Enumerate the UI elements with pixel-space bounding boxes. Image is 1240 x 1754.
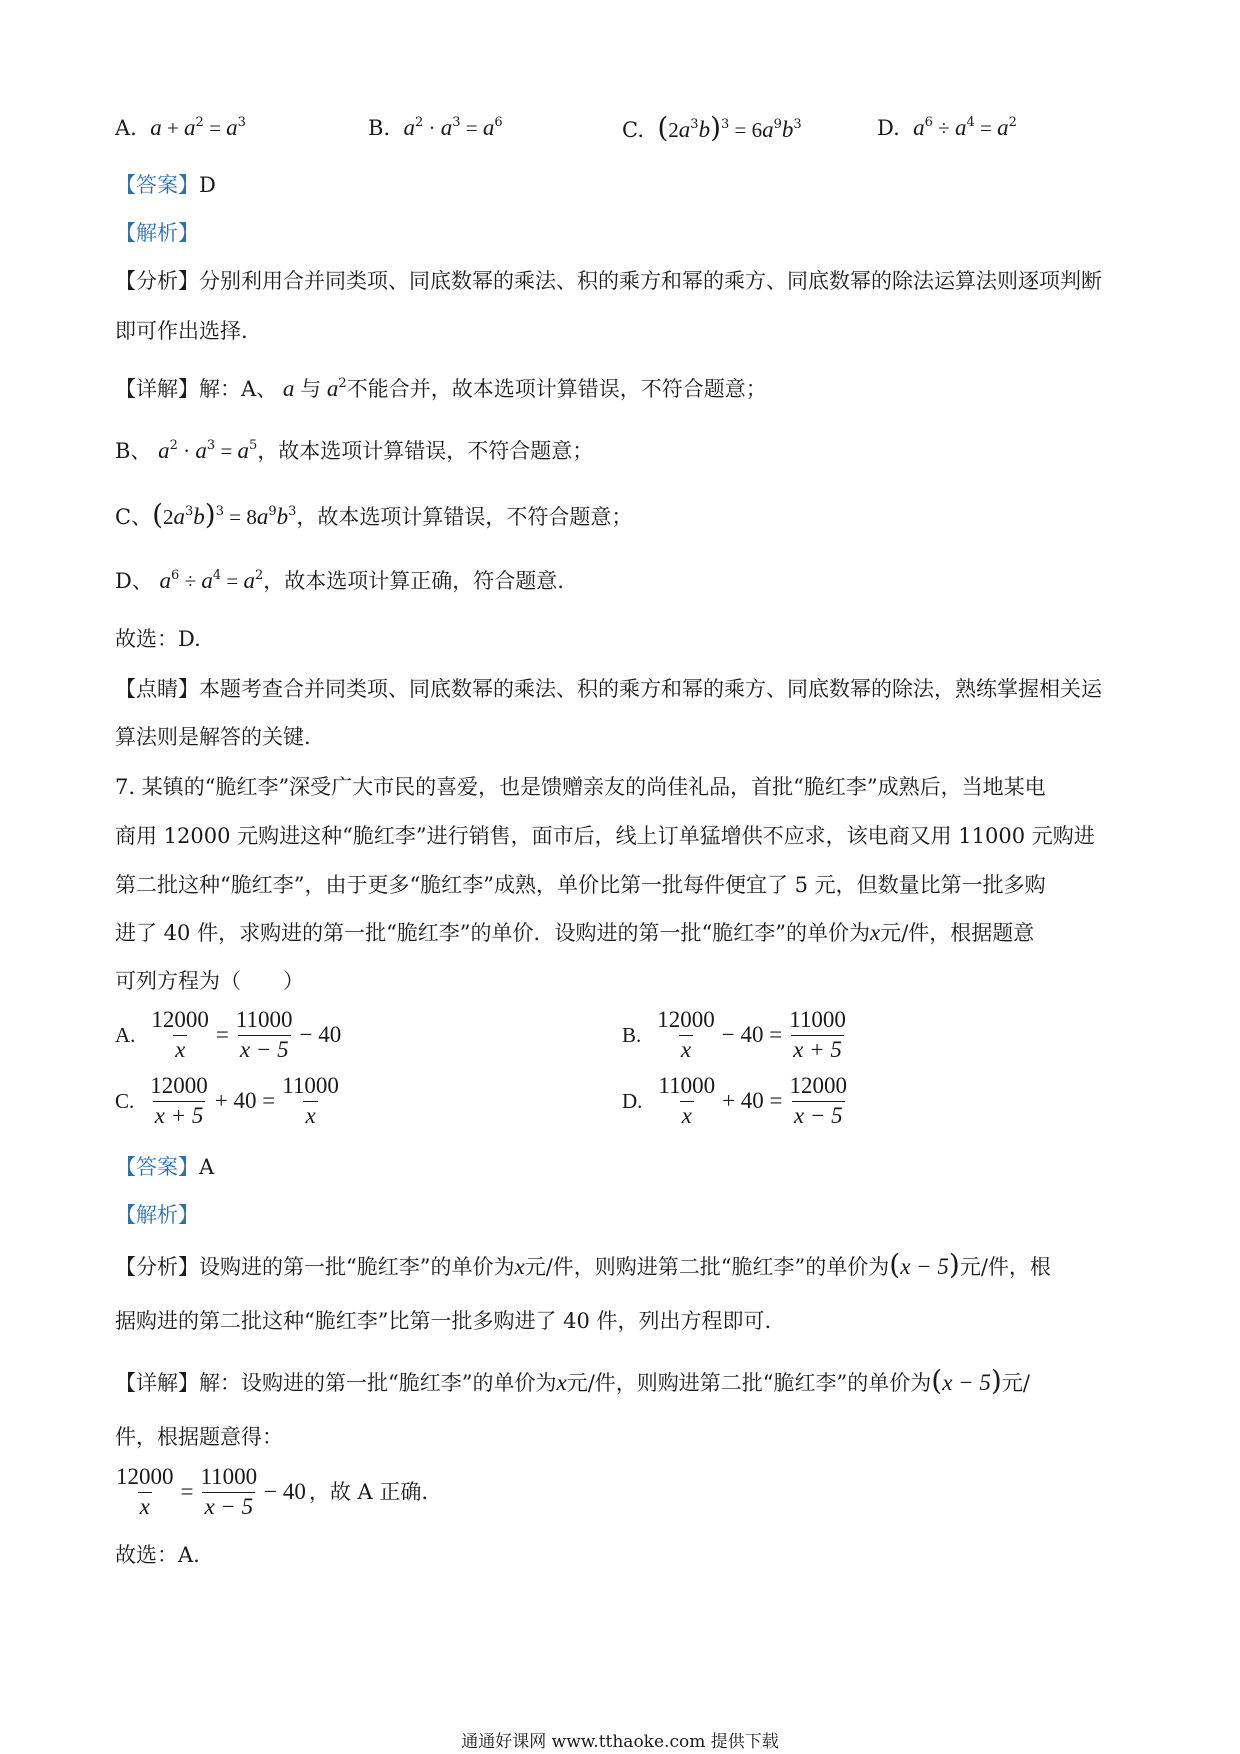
q6-option-a: A. $a + a^2 = a^3$ <box>115 115 246 140</box>
denominator: x − 5 <box>239 1037 289 1062</box>
denominator: x − 5 <box>204 1494 254 1519</box>
answer-value: A <box>199 1155 215 1179</box>
denominator: x − 5 <box>793 1103 843 1128</box>
numerator: 11000 <box>282 1073 339 1098</box>
q6-analysis-tag: 【解析】 <box>115 221 199 245</box>
numerator: 11000 <box>200 1464 258 1489</box>
detail-tag: 【详解】 <box>115 377 199 401</box>
numerator: 12000 <box>116 1464 174 1489</box>
q7-answer <box>115 1152 214 1182</box>
denominator: x <box>680 1037 692 1062</box>
numerator: 11000 <box>658 1073 716 1098</box>
detail-text: 解：设购进的第一批“脆红李”的单价为 <box>199 1371 557 1395</box>
q6-option-b: B. $a^2 \cdot a^3 = a^6$ <box>368 115 503 140</box>
fraction <box>656 1072 717 1130</box>
q7-fenxi-line1: 【分析】设购进的第一批“脆红李”的单价为x元/件，则购进第二批“脆红李”的单价为(x − 5)元/件，根 <box>115 1248 1051 1281</box>
numerator: 11000 <box>235 1007 293 1032</box>
detail-text: ，故本选项计算正确，符合题意. <box>263 569 564 593</box>
q7-stem-line3: 第二批这种“脆红李”，由于更多“脆红李”成熟，单价比第一批每件便宜了 5 元，但数量比第一批多购 <box>115 873 1046 897</box>
q7-stem-line5: 可列方程为（ ） <box>115 969 304 993</box>
stem-text: 元/件，根据题意 <box>880 921 1035 945</box>
q6-dianjing-line1 <box>115 674 1102 704</box>
expression: x − 5 <box>900 1254 949 1279</box>
operator: − 40 <box>299 1022 342 1047</box>
fraction <box>788 1072 850 1130</box>
option-label: C. <box>622 118 644 142</box>
q6-detail-c: C、$(2a^3b)^3 = 8a^9b^3$，故本选项计算错误，不符合题意； <box>115 498 633 531</box>
equation-note: ，故 A 正确. <box>308 1480 429 1504</box>
q6-fenxi-line1 <box>115 266 1102 296</box>
numerator: 12000 <box>150 1073 208 1098</box>
q7-choose: 故选：A. <box>115 1543 200 1567</box>
fraction <box>280 1072 341 1130</box>
detail-text: 解：A、 <box>199 377 278 401</box>
detail-text: ，故本选项计算错误，不符合题意； <box>296 505 633 529</box>
denominator: x + 5 <box>154 1103 204 1128</box>
q6-dianjing-line2: 算法则是解答的关键. <box>115 725 311 749</box>
denominator: x + 5 <box>793 1037 842 1062</box>
detail-text: B、 <box>115 439 152 463</box>
denominator: x <box>305 1103 316 1128</box>
fraction <box>114 1463 176 1521</box>
option-label: C. <box>115 1089 135 1113</box>
fenxi-text: 设购进的第一批“脆红李”的单价为 <box>199 1255 515 1279</box>
option-label: D. <box>622 1089 643 1113</box>
numerator: 12000 <box>789 1073 848 1098</box>
q7-analysis-tag: 【解析】 <box>115 1203 199 1227</box>
dianjing-text: 本题考查合并同类项、同底数幂的乘法、积的乘方和幂的乘方、同底数幂的除法，熟练掌握相关运 <box>199 677 1102 701</box>
q7-option-c <box>115 1072 343 1130</box>
operator: = <box>215 1022 229 1047</box>
numerator: 12000 <box>151 1007 209 1032</box>
fenxi-text: 分别利用合并同类项、同底数幂的乘法、积的乘方和幂的乘方、同底数幂的除法运算法则逐项判断 <box>199 269 1102 293</box>
expression: x − 5 <box>942 1370 991 1395</box>
q7-stem-line2: 商用 12000 元购进这种“脆红李”进行销售，面市后，线上订单猛增供不应求，该电商又用 11000 元购进 <box>115 824 1095 848</box>
q6-answer <box>115 170 216 200</box>
variable-x: x <box>870 920 881 945</box>
fraction <box>149 1006 211 1064</box>
operator: − 40 <box>264 1479 306 1504</box>
q7-detail-line1: 【详解】解：设购进的第一批“脆红李”的单价为x元/件，则购进第二批“脆红李”的单价为(x − 5)元/ <box>115 1364 1030 1397</box>
fraction <box>198 1463 259 1521</box>
variable-x: x <box>556 1370 567 1395</box>
numerator: 12000 <box>657 1007 715 1032</box>
numerator: 11000 <box>789 1007 846 1032</box>
stem-text: 进了 40 件，求购进的第一批“脆红李”的单价．设购进的第一批“脆红李”的单价为 <box>115 921 871 945</box>
detail-text: 元/ <box>1001 1371 1030 1395</box>
q7-stem-line4 <box>115 918 1034 948</box>
option-label: A. <box>115 1023 136 1047</box>
q7-stem-line1: 7. 某镇的“脆红李”深受广大市民的喜爱，也是馈赠亲友的尚佳礼品，首批“脆红李”成熟后，当地某电 <box>115 775 1046 799</box>
operator: = <box>180 1479 194 1504</box>
option-label: B. <box>622 1023 642 1047</box>
q6-detail-d: D、 $a^6 \div a^4 = a^2$，故本选项计算正确，符合题意. <box>115 568 564 593</box>
q6-detail-b: B、 $a^2 \cdot a^3 = a^5$，故本选项计算错误，不符合题意； <box>115 438 594 463</box>
q6-option-c: C. $(2a^3b)^3 = 6a^9b^3$ <box>622 111 802 144</box>
q7-fenxi-line2: 据购进的第二批这种“脆红李”比第一批多购进了 40 件，列出方程即可. <box>115 1309 772 1333</box>
footer-source[interactable]: 通通好课网 www.tthaoke.com 提供下载 <box>461 1732 779 1752</box>
q6-option-d: D. $a^6 \div a^4 = a^2$ <box>877 115 1017 140</box>
q7-option-d <box>622 1072 851 1130</box>
dianjing-tag: 【点睛】 <box>115 677 199 701</box>
denominator: x <box>139 1494 150 1519</box>
fraction <box>148 1072 210 1130</box>
option-label: B. <box>368 116 391 140</box>
detail-text: D、 <box>115 569 153 593</box>
fenxi-tag: 【分析】 <box>115 1255 199 1279</box>
q7-option-a <box>115 1006 344 1064</box>
detail-text: ，故本选项计算错误，不符合题意； <box>257 439 594 463</box>
detail-tag: 【详解】 <box>115 1371 199 1395</box>
q6-choose: 故选：D. <box>115 627 201 651</box>
variable-x: x <box>514 1254 525 1279</box>
denominator: x <box>175 1037 186 1062</box>
operator: − 40 = <box>721 1022 783 1047</box>
fraction <box>787 1006 848 1064</box>
fenxi-text: 元/件，根 <box>959 1255 1051 1279</box>
fraction <box>655 1006 717 1064</box>
denominator: x <box>681 1103 692 1128</box>
operator: + 40 = <box>722 1088 783 1113</box>
q6-detail-a: 【详解】解：A、 a 与 $a^2$不能合并，故本选项计算错误，不符合题意； <box>115 376 767 401</box>
detail-text: 不能合并，故本选项计算错误，不符合题意； <box>346 377 767 401</box>
detail-text: 与 <box>300 377 322 401</box>
answer-value: D <box>199 173 216 197</box>
q6-fenxi-line2: 即可作出选择. <box>115 319 248 343</box>
option-label: A. <box>115 116 137 140</box>
q7-equation <box>112 1462 428 1521</box>
operator: + 40 = <box>214 1088 276 1113</box>
fraction <box>234 1006 295 1064</box>
answer-tag: 【答案】 <box>115 173 199 197</box>
option-label: D. <box>877 116 900 140</box>
detail-text: C、 <box>115 505 153 529</box>
q7-detail-line2: 件，根据题意得： <box>115 1425 283 1449</box>
fenxi-tag: 【分析】 <box>115 269 199 293</box>
detail-text: 元/件，则购进第二批“脆红李”的单价为 <box>566 1371 932 1395</box>
q7-option-b <box>622 1006 850 1064</box>
answer-tag: 【答案】 <box>115 1155 199 1179</box>
fenxi-text: 元/件，则购进第二批“脆红李”的单价为 <box>524 1255 890 1279</box>
